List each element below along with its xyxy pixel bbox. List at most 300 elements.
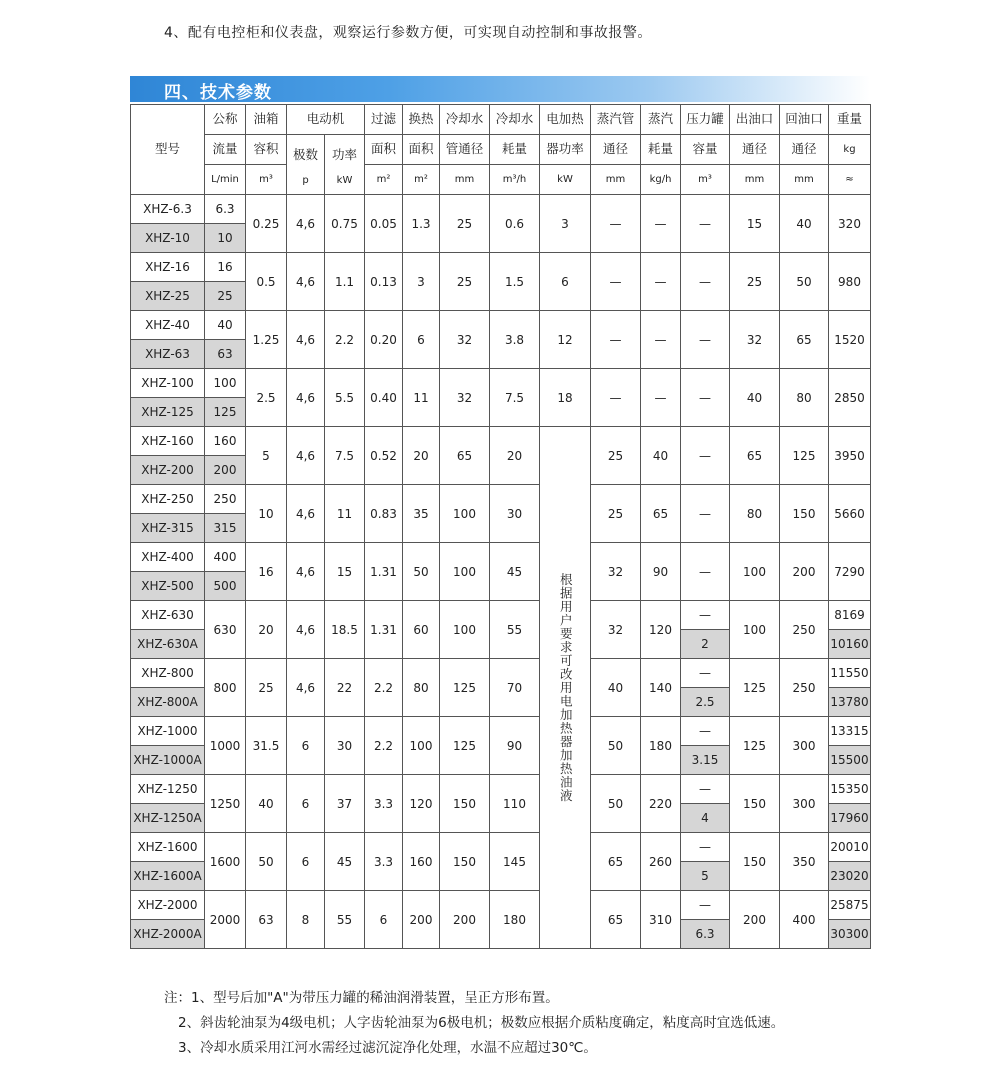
heatex-cell: 100 [403, 717, 440, 775]
flow-cell: 160 [205, 427, 246, 456]
steamcons-cell: — [641, 195, 681, 253]
header-filter-2: 面积 [365, 135, 403, 165]
table-row [131, 369, 871, 398]
model-cell: XHZ-16 [131, 253, 205, 282]
poles-cell: 4,6 [287, 311, 325, 369]
steampipe-cell: 25 [591, 427, 641, 485]
model-cell: XHZ-400 [131, 543, 205, 572]
header-power [325, 135, 365, 195]
header-weight-2: kg [829, 135, 871, 165]
heater-note-cell [540, 427, 591, 949]
table-row [131, 485, 871, 514]
coolpipe-cell: 25 [440, 195, 490, 253]
tank-cell: 0.25 [246, 195, 287, 253]
poles-cell: 4,6 [287, 253, 325, 311]
tank-cell: 10 [246, 485, 287, 543]
model-cell: XHZ-1600A [131, 862, 205, 891]
tank-cell: 5 [246, 427, 287, 485]
heatex-cell: 35 [403, 485, 440, 543]
heatex-cell: 6 [403, 311, 440, 369]
steamcons-cell: 90 [641, 543, 681, 601]
flow-cell: 2000 [205, 891, 246, 949]
coolpipe-cell: 100 [440, 601, 490, 659]
weight-cell: 7290 [829, 543, 871, 601]
return-cell: 200 [780, 543, 829, 601]
header-steampipe-2: 通径 [591, 135, 641, 165]
return-cell: 250 [780, 601, 829, 659]
steampipe-cell: 40 [591, 659, 641, 717]
table-row [131, 427, 871, 456]
flow-cell: 6.3 [205, 195, 246, 224]
poles-cell: 6 [287, 833, 325, 891]
heatex-cell: 20 [403, 427, 440, 485]
return-cell: 80 [780, 369, 829, 427]
tankp-cell: — [681, 369, 730, 427]
tankp-cell: — [681, 311, 730, 369]
model-cell: XHZ-500 [131, 572, 205, 601]
coolpipe-cell: 32 [440, 369, 490, 427]
flow-cell: 16 [205, 253, 246, 282]
tank-cell: 2.5 [246, 369, 287, 427]
coolpipe-cell: 125 [440, 717, 490, 775]
weight-cell: 320 [829, 195, 871, 253]
steamcons-cell: 140 [641, 659, 681, 717]
flow-cell: 400 [205, 543, 246, 572]
steamcons-cell: 220 [641, 775, 681, 833]
header-steampipe-unit: mm [591, 165, 641, 195]
power-cell: 18.5 [325, 601, 365, 659]
weight-cell: 17960 [829, 804, 871, 833]
filter-cell: 0.20 [365, 311, 403, 369]
tankp-cell: — [681, 717, 730, 746]
weight-cell: 15500 [829, 746, 871, 775]
tank-cell: 63 [246, 891, 287, 949]
model-cell: XHZ-160 [131, 427, 205, 456]
filter-cell: 0.13 [365, 253, 403, 311]
tankp-cell: 6.3 [681, 920, 730, 949]
model-cell: XHZ-63 [131, 340, 205, 369]
poles-cell: 4,6 [287, 659, 325, 717]
flow-cell: 630 [205, 601, 246, 659]
weight-cell: 13780 [829, 688, 871, 717]
coolcons-cell: 1.5 [490, 253, 540, 311]
weight-cell: 10160 [829, 630, 871, 659]
power-cell: 5.5 [325, 369, 365, 427]
outlet-cell: 100 [730, 543, 780, 601]
poles-cell: 4,6 [287, 485, 325, 543]
steampipe-cell: — [591, 195, 641, 253]
header-return-unit: mm [780, 165, 829, 195]
notes [164, 986, 784, 1061]
section-title: 四、技术参数 [164, 83, 272, 103]
table-row [131, 311, 871, 340]
table-row [131, 659, 871, 688]
model-cell: XHZ-1600 [131, 833, 205, 862]
flow-cell: 250 [205, 485, 246, 514]
power-cell: 7.5 [325, 427, 365, 485]
filter-cell: 2.2 [365, 717, 403, 775]
return-cell: 40 [780, 195, 829, 253]
header-heatex-1: 换热 [403, 105, 440, 135]
filter-cell: 3.3 [365, 833, 403, 891]
outlet-cell: 125 [730, 659, 780, 717]
model-cell: XHZ-10 [131, 224, 205, 253]
model-cell: XHZ-2000 [131, 891, 205, 920]
header-tankp-unit: m³ [681, 165, 730, 195]
steamcons-cell: 40 [641, 427, 681, 485]
heatex-cell: 160 [403, 833, 440, 891]
weight-cell: 20010 [829, 833, 871, 862]
header-outlet-1: 出油口 [730, 105, 780, 135]
steampipe-cell: 32 [591, 543, 641, 601]
tank-cell: 50 [246, 833, 287, 891]
tankp-cell: — [681, 775, 730, 804]
coolcons-cell: 110 [490, 775, 540, 833]
flow-cell: 125 [205, 398, 246, 427]
steamcons-cell: 180 [641, 717, 681, 775]
poles-cell: 8 [287, 891, 325, 949]
filter-cell: 3.3 [365, 775, 403, 833]
return-cell: 250 [780, 659, 829, 717]
weight-cell: 30300 [829, 920, 871, 949]
steampipe-cell: 50 [591, 717, 641, 775]
flow-cell: 1600 [205, 833, 246, 891]
coolpipe-cell: 125 [440, 659, 490, 717]
power-cell: 0.75 [325, 195, 365, 253]
header-flow-2: 流量 [205, 135, 246, 165]
tankp-cell: 4 [681, 804, 730, 833]
coolpipe-cell: 150 [440, 775, 490, 833]
coolpipe-cell: 100 [440, 485, 490, 543]
return-cell: 400 [780, 891, 829, 949]
steamcons-cell: 310 [641, 891, 681, 949]
header-coolcons-unit: m³/h [490, 165, 540, 195]
heatex-cell: 3 [403, 253, 440, 311]
outlet-cell: 100 [730, 601, 780, 659]
model-cell: XHZ-125 [131, 398, 205, 427]
header-tank-unit: m³ [246, 165, 287, 195]
tankp-cell: — [681, 253, 730, 311]
tankp-cell: 5 [681, 862, 730, 891]
outlet-cell: 125 [730, 717, 780, 775]
steamcons-cell: — [641, 311, 681, 369]
header-coolpipe-2: 管通径 [440, 135, 490, 165]
steamcons-cell: — [641, 253, 681, 311]
filter-cell: 0.83 [365, 485, 403, 543]
model-cell: XHZ-100 [131, 369, 205, 398]
weight-cell: 5660 [829, 485, 871, 543]
header-heater-unit: kW [540, 165, 591, 195]
model-cell: XHZ-1000A [131, 746, 205, 775]
header-heatex-unit: m² [403, 165, 440, 195]
coolpipe-cell: 150 [440, 833, 490, 891]
tank-cell: 16 [246, 543, 287, 601]
tank-cell: 31.5 [246, 717, 287, 775]
note-3: 3、冷却水质采用江河水需经过滤沉淀净化处理，水温不应超过30℃。 [178, 1040, 597, 1056]
coolcons-cell: 70 [490, 659, 540, 717]
return-cell: 300 [780, 775, 829, 833]
table-row [131, 717, 871, 746]
poles-cell: 4,6 [287, 427, 325, 485]
header-steampipe-1: 蒸汽管 [591, 105, 641, 135]
outlet-cell: 150 [730, 833, 780, 891]
poles-cell: 6 [287, 775, 325, 833]
header-coolcons-2: 耗量 [490, 135, 540, 165]
filter-cell: 0.52 [365, 427, 403, 485]
header-model: 型号 [131, 105, 205, 195]
weight-cell: 11550 [829, 659, 871, 688]
table-row [131, 543, 871, 572]
header-heater-1: 电加热 [540, 105, 591, 135]
tank-cell: 40 [246, 775, 287, 833]
model-cell: XHZ-2000A [131, 920, 205, 949]
outlet-cell: 15 [730, 195, 780, 253]
heater-cell: 12 [540, 311, 591, 369]
steampipe-cell: 50 [591, 775, 641, 833]
model-cell: XHZ-800 [131, 659, 205, 688]
header-row [131, 135, 871, 165]
coolcons-cell: 180 [490, 891, 540, 949]
table-row [131, 195, 871, 224]
power-cell: 37 [325, 775, 365, 833]
model-cell: XHZ-630 [131, 601, 205, 630]
poles-cell: 4,6 [287, 543, 325, 601]
tankp-cell: 3.15 [681, 746, 730, 775]
header-steamcons-1: 蒸汽 [641, 105, 681, 135]
outlet-cell: 40 [730, 369, 780, 427]
weight-cell: 3950 [829, 427, 871, 485]
outlet-cell: 32 [730, 311, 780, 369]
model-cell: XHZ-315 [131, 514, 205, 543]
model-cell: XHZ-250 [131, 485, 205, 514]
heater-cell: 3 [540, 195, 591, 253]
note-1: 注：1、型号后加"A"为带压力罐的稀油润滑装置，呈正方形布置。 [164, 990, 559, 1006]
weight-cell: 2850 [829, 369, 871, 427]
weight-cell: 8169 [829, 601, 871, 630]
poles-cell: 6 [287, 717, 325, 775]
tankp-cell: — [681, 833, 730, 862]
return-cell: 50 [780, 253, 829, 311]
coolcons-cell: 7.5 [490, 369, 540, 427]
steampipe-cell: — [591, 369, 641, 427]
tankp-cell: — [681, 543, 730, 601]
coolcons-cell: 90 [490, 717, 540, 775]
coolpipe-cell: 32 [440, 311, 490, 369]
header-row [131, 165, 871, 195]
header-weight-approx: ≈ [829, 165, 871, 195]
header-heater-2: 器功率 [540, 135, 591, 165]
tankp-cell: — [681, 427, 730, 485]
header-coolpipe-1: 冷却水 [440, 105, 490, 135]
heatex-cell: 60 [403, 601, 440, 659]
tankp-cell: — [681, 601, 730, 630]
model-cell: XHZ-1250A [131, 804, 205, 833]
poles-cell: 4,6 [287, 195, 325, 253]
note-2: 2、斜齿轮油泵为4级电机；人字齿轮油泵为6极电机；极数应根据介质粘度确定，粘度高时宜选低速。 [178, 1015, 785, 1031]
steampipe-cell: 32 [591, 601, 641, 659]
filter-cell: 0.05 [365, 195, 403, 253]
outlet-cell: 80 [730, 485, 780, 543]
flow-cell: 63 [205, 340, 246, 369]
filter-cell: 6 [365, 891, 403, 949]
section-banner [130, 76, 870, 102]
steamcons-cell: 120 [641, 601, 681, 659]
header-tank-1: 油箱 [246, 105, 287, 135]
model-cell: XHZ-630A [131, 630, 205, 659]
steampipe-cell: — [591, 311, 641, 369]
outlet-cell: 65 [730, 427, 780, 485]
table-row [131, 775, 871, 804]
header-weight-1: 重量 [829, 105, 871, 135]
table-row [131, 891, 871, 920]
power-cell: 22 [325, 659, 365, 717]
heater-cell: 6 [540, 253, 591, 311]
poles-cell: 4,6 [287, 369, 325, 427]
power-cell: 15 [325, 543, 365, 601]
flow-cell: 100 [205, 369, 246, 398]
heatex-cell: 80 [403, 659, 440, 717]
return-cell: 150 [780, 485, 829, 543]
return-cell: 300 [780, 717, 829, 775]
header-flow-unit: L/min [205, 165, 246, 195]
header-row [131, 105, 871, 135]
heater-note: 根据用户要求可改用电加热器加热油液 [558, 572, 574, 803]
model-cell: XHZ-200 [131, 456, 205, 485]
header-coolpipe-unit: mm [440, 165, 490, 195]
power-cell: 11 [325, 485, 365, 543]
flow-cell: 10 [205, 224, 246, 253]
header-steamcons-2: 耗量 [641, 135, 681, 165]
header-coolcons-1: 冷却水 [490, 105, 540, 135]
filter-cell: 1.31 [365, 601, 403, 659]
power-cell: 2.2 [325, 311, 365, 369]
tank-cell: 0.5 [246, 253, 287, 311]
heatex-cell: 50 [403, 543, 440, 601]
steamcons-cell: — [641, 369, 681, 427]
header-outlet-2: 通径 [730, 135, 780, 165]
header-return-1: 回油口 [780, 105, 829, 135]
header-steamcons-unit: kg/h [641, 165, 681, 195]
flow-cell: 25 [205, 282, 246, 311]
header-outlet-unit: mm [730, 165, 780, 195]
header-return-2: 通径 [780, 135, 829, 165]
coolpipe-cell: 200 [440, 891, 490, 949]
tank-cell: 25 [246, 659, 287, 717]
coolcons-cell: 145 [490, 833, 540, 891]
table-row [131, 253, 871, 282]
power-cell: 30 [325, 717, 365, 775]
heatex-cell: 11 [403, 369, 440, 427]
power-cell: 55 [325, 891, 365, 949]
filter-cell: 2.2 [365, 659, 403, 717]
steampipe-cell: 25 [591, 485, 641, 543]
weight-cell: 23020 [829, 862, 871, 891]
header-poles-label: 极数 [292, 147, 318, 163]
header-tankp-1: 压力罐 [681, 105, 730, 135]
table-row [131, 601, 871, 630]
flow-cell: 1000 [205, 717, 246, 775]
return-cell: 65 [780, 311, 829, 369]
header-filter-1: 过滤 [365, 105, 403, 135]
table-row [131, 833, 871, 862]
poles-cell: 4,6 [287, 601, 325, 659]
coolcons-cell: 30 [490, 485, 540, 543]
heatex-cell: 200 [403, 891, 440, 949]
coolpipe-cell: 65 [440, 427, 490, 485]
heater-cell: 18 [540, 369, 591, 427]
model-cell: XHZ-1250 [131, 775, 205, 804]
header-tankp-2: 容量 [681, 135, 730, 165]
tankp-cell: — [681, 195, 730, 253]
tankp-cell: 2 [681, 630, 730, 659]
model-cell: XHZ-800A [131, 688, 205, 717]
flow-cell: 1250 [205, 775, 246, 833]
weight-cell: 13315 [829, 717, 871, 746]
header-power-unit: kW [336, 174, 353, 186]
tankp-cell: 2.5 [681, 688, 730, 717]
header-poles [287, 135, 325, 195]
tankp-cell: — [681, 485, 730, 543]
header-tank-2: 容积 [246, 135, 287, 165]
tank-cell: 1.25 [246, 311, 287, 369]
power-cell: 1.1 [325, 253, 365, 311]
weight-cell: 25875 [829, 891, 871, 920]
model-cell: XHZ-1000 [131, 717, 205, 746]
header-filter-unit: m² [365, 165, 403, 195]
weight-cell: 15350 [829, 775, 871, 804]
flow-cell: 315 [205, 514, 246, 543]
heatex-cell: 1.3 [403, 195, 440, 253]
coolcons-cell: 3.8 [490, 311, 540, 369]
filter-cell: 1.31 [365, 543, 403, 601]
steamcons-cell: 260 [641, 833, 681, 891]
header-power-label: 功率 [331, 147, 357, 163]
tankp-cell: — [681, 659, 730, 688]
header-flow-1: 公称 [205, 105, 246, 135]
flow-cell: 500 [205, 572, 246, 601]
coolcons-cell: 20 [490, 427, 540, 485]
flow-cell: 800 [205, 659, 246, 717]
coolcons-cell: 55 [490, 601, 540, 659]
header-heatex-2: 面积 [403, 135, 440, 165]
model-cell: XHZ-25 [131, 282, 205, 311]
return-cell: 125 [780, 427, 829, 485]
coolcons-cell: 0.6 [490, 195, 540, 253]
return-cell: 350 [780, 833, 829, 891]
spec-table [130, 104, 871, 949]
heatex-cell: 120 [403, 775, 440, 833]
header-poles-unit: p [302, 174, 309, 186]
tankp-cell: — [681, 891, 730, 920]
filter-cell: 0.40 [365, 369, 403, 427]
header-motor: 电动机 [287, 105, 365, 135]
weight-cell: 980 [829, 253, 871, 311]
intro-text: 4、配有电控柜和仪表盘，观察运行参数方便，可实现自动控制和事故报警。 [164, 25, 652, 41]
power-cell: 45 [325, 833, 365, 891]
coolcons-cell: 45 [490, 543, 540, 601]
outlet-cell: 150 [730, 775, 780, 833]
steampipe-cell: 65 [591, 891, 641, 949]
model-cell: XHZ-6.3 [131, 195, 205, 224]
weight-cell: 1520 [829, 311, 871, 369]
coolpipe-cell: 25 [440, 253, 490, 311]
steamcons-cell: 65 [641, 485, 681, 543]
flow-cell: 200 [205, 456, 246, 485]
steampipe-cell: — [591, 253, 641, 311]
tank-cell: 20 [246, 601, 287, 659]
coolpipe-cell: 100 [440, 543, 490, 601]
outlet-cell: 200 [730, 891, 780, 949]
